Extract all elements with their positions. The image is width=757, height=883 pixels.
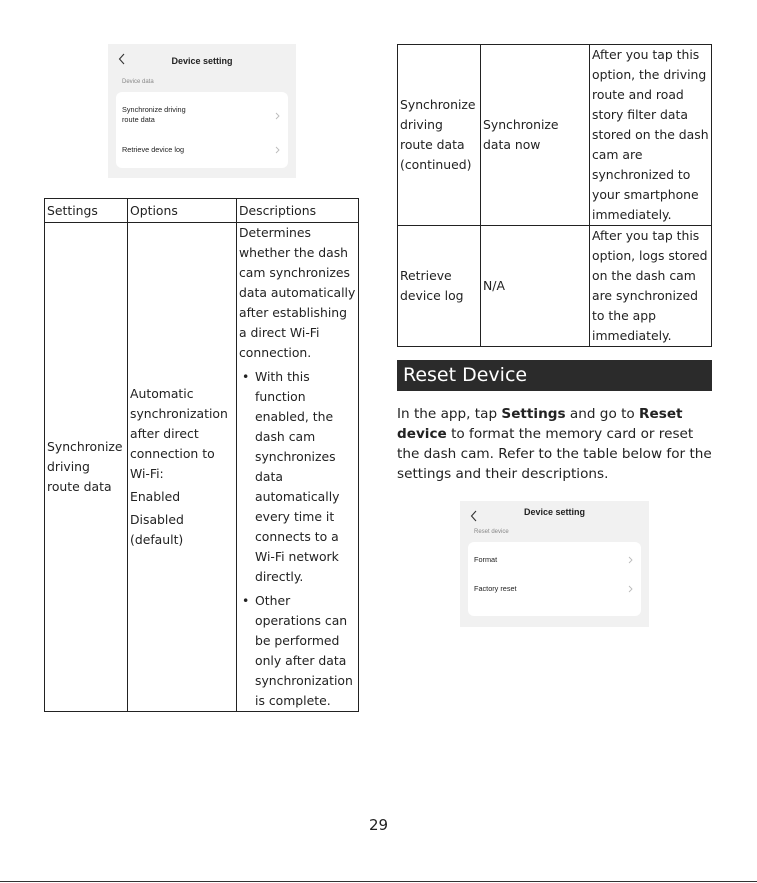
factory-reset-item: Factory reset (474, 584, 517, 593)
description-intro: Determines whether the dash cam synchronizes data automatically after establishing a direct Wi-Fi connection. (239, 225, 356, 360)
chevron-right-icon (275, 146, 280, 154)
settings-card (468, 542, 641, 616)
settings-table (44, 198, 359, 712)
setting-cell: Synchronize driving route data (45, 223, 128, 712)
table-row (398, 226, 712, 347)
setting-cell: Retrieve device log (398, 226, 481, 347)
table-row (45, 223, 359, 712)
chevron-right-icon (628, 585, 633, 593)
section-label: Device data (122, 79, 154, 85)
chevron-right-icon (628, 556, 633, 564)
header-settings: Settings (45, 199, 128, 223)
table-header-row (45, 199, 359, 223)
reset-device-screenshot (460, 501, 649, 627)
header-options: Options (128, 199, 237, 223)
text-run: and go to (565, 406, 640, 422)
description-cell (237, 223, 359, 712)
description-cell: After you tap this option, the driving route and road story filter data stored on the dash cam are synchronized to your smartphone immediately. (590, 45, 712, 226)
option-disabled: Disabled (default) (130, 512, 184, 547)
setting-cell: Synchronize driving route data (continued) (398, 45, 481, 226)
description-bullet: • Other operations can be performed only after data synchronization is complete. (239, 591, 356, 711)
format-item: Format (474, 555, 498, 564)
section-label: Reset device (474, 529, 509, 535)
footer-rule (0, 881, 757, 882)
screen-header (460, 501, 649, 531)
text-run: to format the memory card or reset the dash cam. Refer to the table below for the settings and their descriptions. (397, 426, 712, 482)
option-label: Automatic synchronization after direct connection to Wi-Fi: (130, 386, 228, 481)
option-cell: N/A (481, 226, 590, 347)
reset-device-keyword: Reset device (397, 406, 683, 442)
description-bullet: • With this function enabled, the dash cam synchronizes data automatically every time it connects to a Wi-Fi network directly. (239, 367, 356, 587)
option-enabled: Enabled (130, 489, 181, 504)
options-cell (128, 223, 237, 712)
page-number: 29 (368, 816, 389, 834)
reset-instructions (397, 404, 715, 484)
screen-title: Device setting (171, 56, 233, 66)
screen-title: Device setting (523, 507, 586, 517)
settings-table-continued (397, 44, 712, 347)
header-descriptions: Descriptions (237, 199, 359, 223)
retrieve-log-item: Retrieve device log (122, 145, 185, 154)
settings-card (116, 92, 288, 168)
description-cell: After you tap this option, logs stored on the dash cam are synchronized to the app immediately. (590, 226, 712, 347)
screen-header (108, 44, 296, 74)
section-heading: Reset Device (397, 360, 712, 391)
option-cell: Synchronize data now (481, 45, 590, 226)
table-row (398, 45, 712, 226)
text-run: In the app, tap (397, 406, 502, 422)
device-setting-screenshot (108, 44, 296, 178)
sync-route-item: Synchronize driving route data (122, 105, 186, 124)
chevron-right-icon (275, 112, 280, 120)
settings-keyword: Settings (501, 406, 566, 422)
